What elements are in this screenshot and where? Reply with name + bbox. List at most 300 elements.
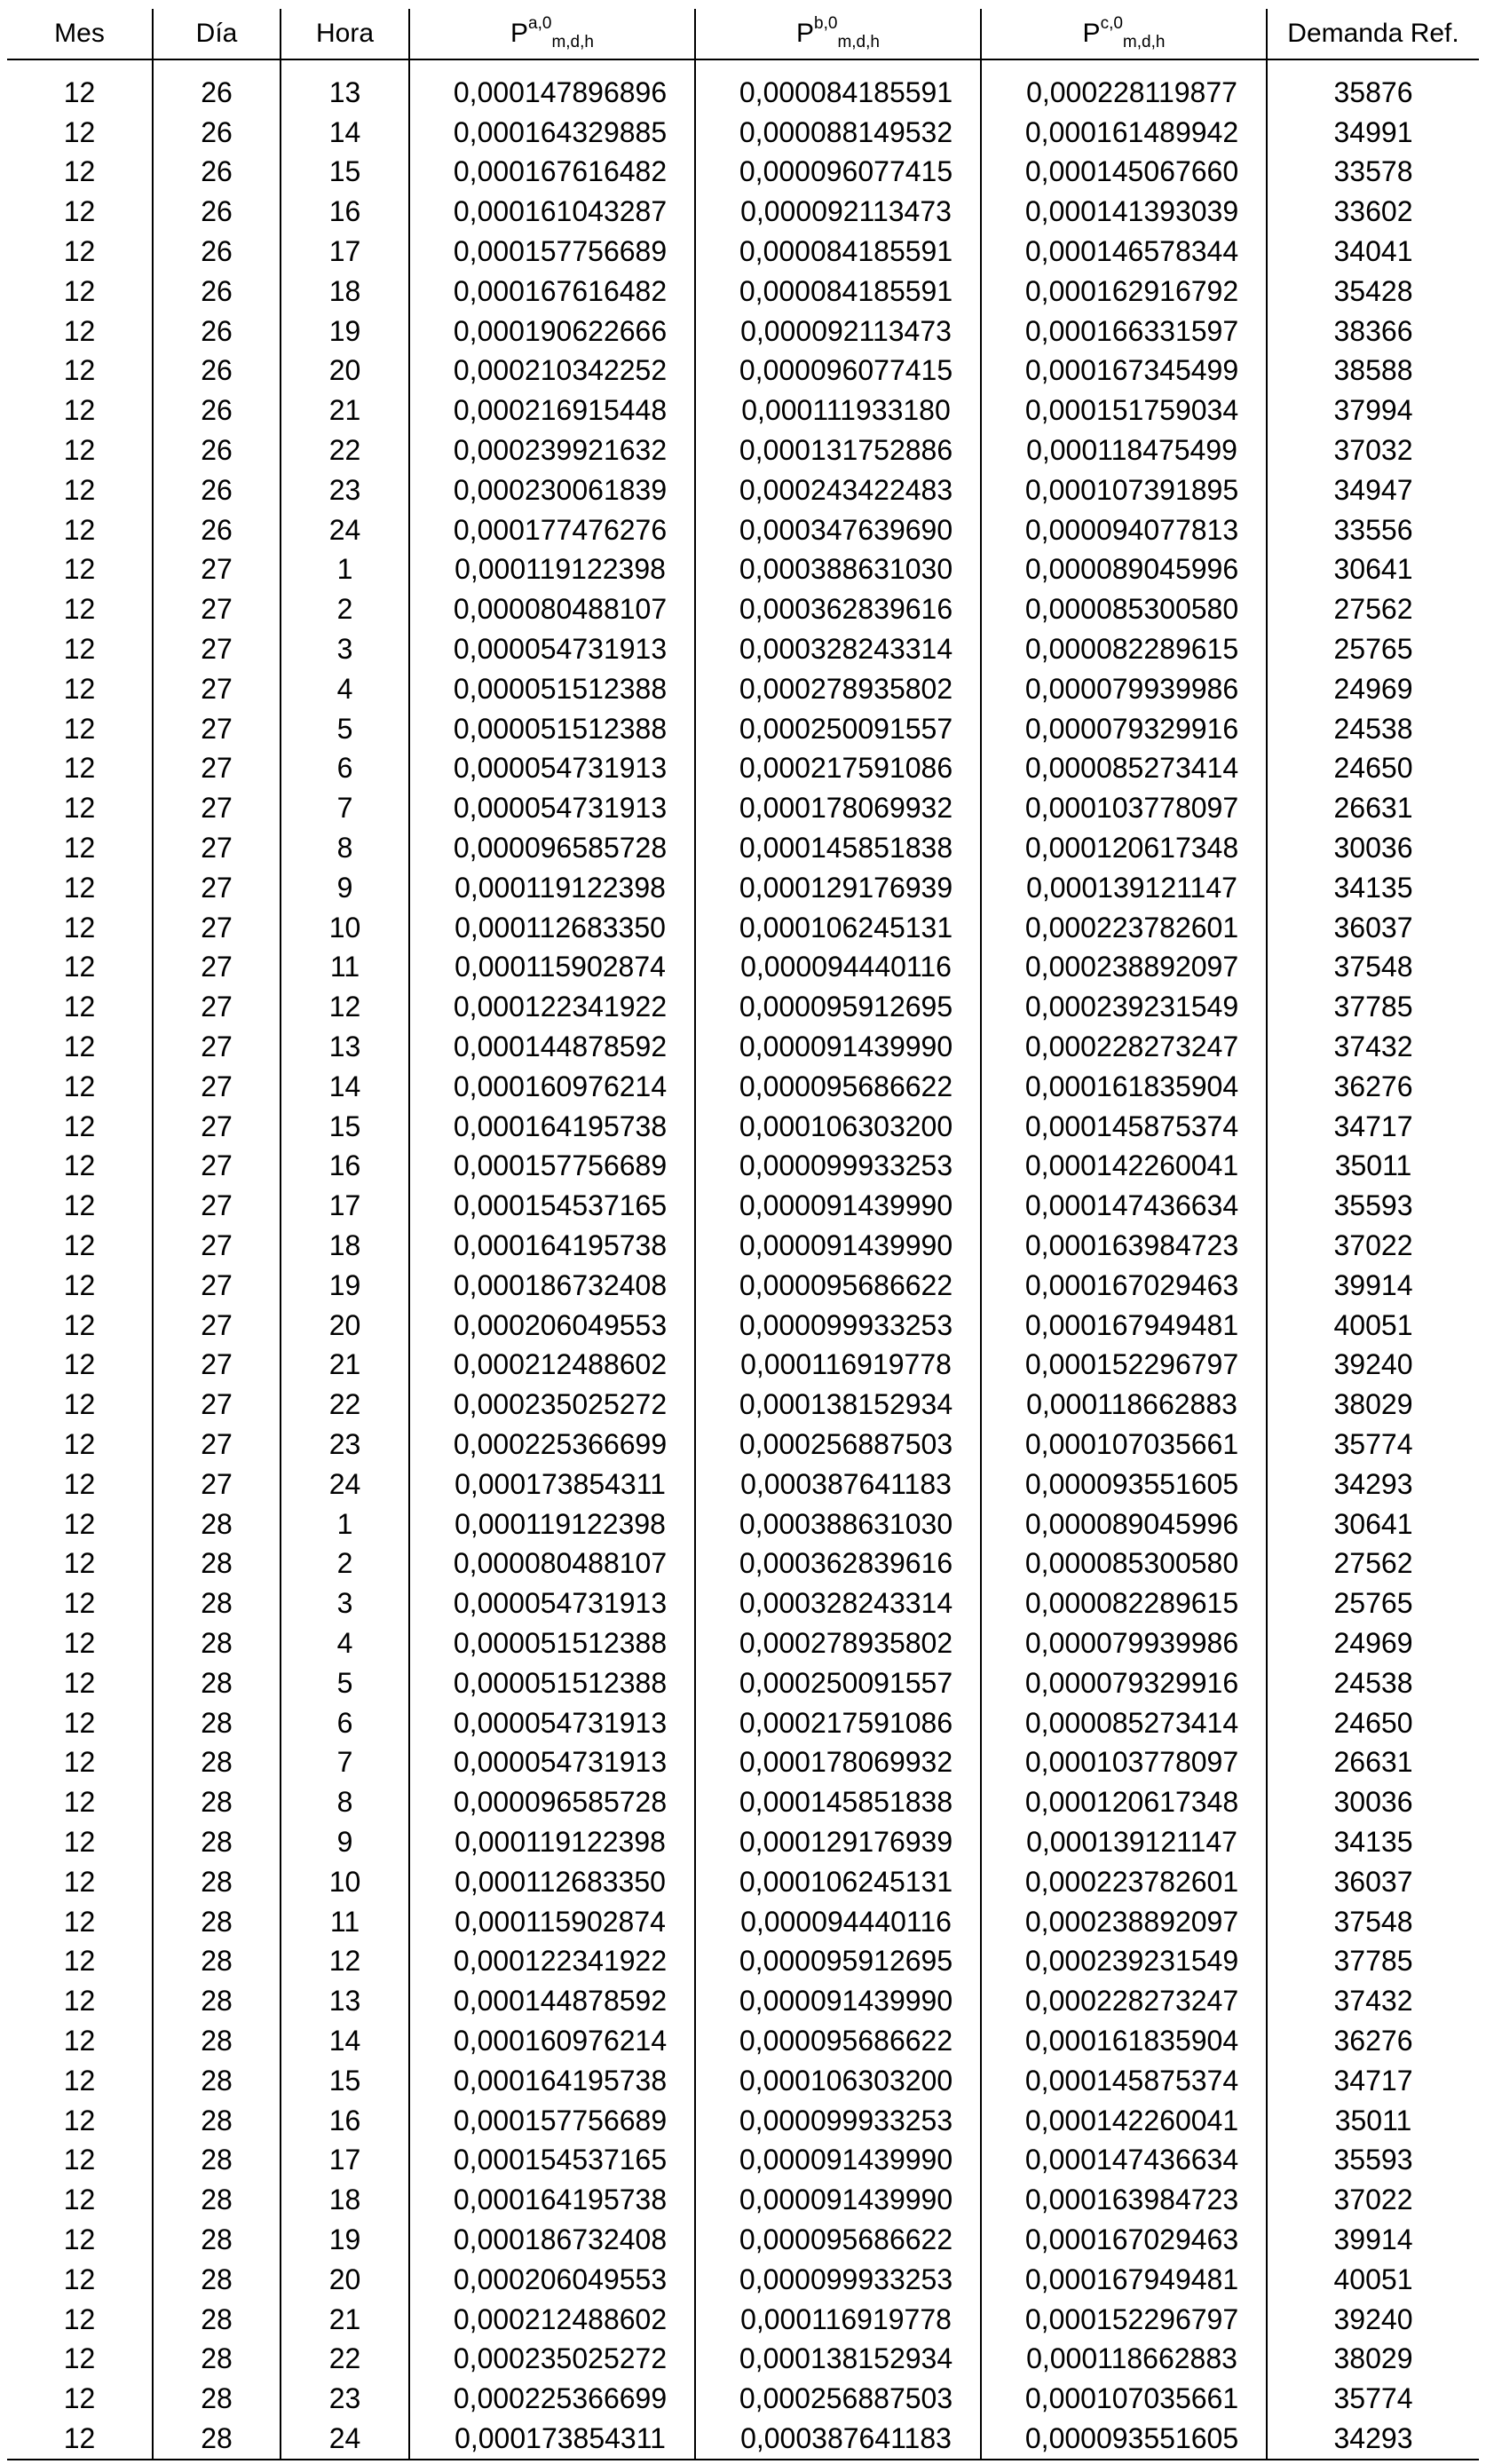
cell-pc: 0,000082289615 xyxy=(981,629,1267,669)
cell-hora: 6 xyxy=(281,1703,409,1743)
table-row xyxy=(7,749,1479,789)
cell-dia: 27 xyxy=(153,1385,281,1425)
cell-pa: 0,000144878592 xyxy=(409,1027,695,1067)
cell-pa: 0,000160976214 xyxy=(409,1067,695,1107)
table-row xyxy=(7,1782,1479,1822)
cell-dia: 28 xyxy=(153,2379,281,2419)
cell-pb: 0,000095912695 xyxy=(695,1941,981,1981)
cell-hora: 17 xyxy=(281,232,409,272)
cell-pb: 0,000099933253 xyxy=(695,1306,981,1346)
cell-demanda: 30036 xyxy=(1267,1782,1479,1822)
cell-demanda: 35876 xyxy=(1267,73,1479,113)
cell-pa: 0,000096585728 xyxy=(409,1782,695,1822)
cell-pa: 0,000167616482 xyxy=(409,153,695,193)
cell-pc: 0,000163984723 xyxy=(981,1226,1267,1266)
cell-dia: 28 xyxy=(153,2021,281,2061)
cell-pa: 0,000054731913 xyxy=(409,1742,695,1782)
cell-pc: 0,000228273247 xyxy=(981,1027,1267,1067)
cell-mes: 12 xyxy=(7,908,153,948)
cell-hora: 5 xyxy=(281,709,409,749)
cell-pb: 0,000116919778 xyxy=(695,1346,981,1386)
cell-mes: 12 xyxy=(7,1544,153,1583)
cell-pc: 0,000103778097 xyxy=(981,1742,1267,1782)
cell-dia: 28 xyxy=(153,2140,281,2180)
cell-dia: 27 xyxy=(153,1465,281,1504)
cell-pa: 0,000112683350 xyxy=(409,908,695,948)
table-row xyxy=(7,430,1479,470)
cell-pa: 0,000115902874 xyxy=(409,948,695,988)
cell-hora: 8 xyxy=(281,1782,409,1822)
cell-demanda: 24969 xyxy=(1267,1623,1479,1663)
cell-demanda: 27562 xyxy=(1267,589,1479,629)
cell-hora: 18 xyxy=(281,1226,409,1266)
cell-demanda: 34717 xyxy=(1267,1107,1479,1147)
cell-demanda: 35011 xyxy=(1267,2101,1479,2141)
cell-pb: 0,000094440116 xyxy=(695,1902,981,1942)
cell-pc: 0,000079939986 xyxy=(981,669,1267,709)
cell-demanda: 35428 xyxy=(1267,272,1479,312)
cell-pc: 0,000118475499 xyxy=(981,430,1267,470)
cell-mes: 12 xyxy=(7,550,153,590)
cell-pc: 0,000145875374 xyxy=(981,1107,1267,1147)
cell-dia: 27 xyxy=(153,987,281,1027)
table-row xyxy=(7,1306,1479,1346)
cell-pa: 0,000144878592 xyxy=(409,1981,695,2021)
cell-dia: 27 xyxy=(153,550,281,590)
cell-pc: 0,000146578344 xyxy=(981,232,1267,272)
header-pb xyxy=(695,9,981,59)
table-row xyxy=(7,629,1479,669)
cell-pb: 0,000092113473 xyxy=(695,192,981,232)
cell-hora: 2 xyxy=(281,589,409,629)
cell-pb: 0,000328243314 xyxy=(695,1583,981,1623)
cell-hora: 21 xyxy=(281,391,409,430)
cell-dia: 28 xyxy=(153,2339,281,2379)
table-row xyxy=(7,1226,1479,1266)
table-row xyxy=(7,1544,1479,1583)
cell-pa: 0,000164195738 xyxy=(409,2180,695,2220)
cell-mes: 12 xyxy=(7,868,153,908)
cell-mes: 12 xyxy=(7,430,153,470)
table-row xyxy=(7,2300,1479,2340)
cell-dia: 27 xyxy=(153,1107,281,1147)
header-pc-base: P xyxy=(1082,19,1101,48)
cell-mes: 12 xyxy=(7,1067,153,1107)
table-row xyxy=(7,1902,1479,1942)
cell-pc: 0,000103778097 xyxy=(981,788,1267,828)
cell-demanda: 24538 xyxy=(1267,1663,1479,1703)
cell-pa: 0,000157756689 xyxy=(409,1147,695,1187)
table-row xyxy=(7,470,1479,510)
cell-pb: 0,000095686622 xyxy=(695,1067,981,1107)
cell-pa: 0,000186732408 xyxy=(409,1266,695,1306)
cell-dia: 27 xyxy=(153,1266,281,1306)
cell-pa: 0,000235025272 xyxy=(409,1385,695,1425)
cell-pb: 0,000388631030 xyxy=(695,550,981,590)
table-row xyxy=(7,232,1479,272)
cell-pc: 0,000107035661 xyxy=(981,2379,1267,2419)
cell-mes: 12 xyxy=(7,1147,153,1187)
cell-hora: 20 xyxy=(281,351,409,391)
cell-pb: 0,000178069932 xyxy=(695,788,981,828)
cell-pb: 0,000095686622 xyxy=(695,2021,981,2061)
table-row xyxy=(7,2339,1479,2379)
cell-dia: 28 xyxy=(153,1504,281,1544)
cell-mes: 12 xyxy=(7,1226,153,1266)
cell-pb: 0,000250091557 xyxy=(695,709,981,749)
cell-pa: 0,000225366699 xyxy=(409,1425,695,1465)
cell-demanda: 34947 xyxy=(1267,470,1479,510)
cell-pb: 0,000084185591 xyxy=(695,73,981,113)
cell-dia: 28 xyxy=(153,1941,281,1981)
table-row xyxy=(7,2260,1479,2300)
cell-pb: 0,000106245131 xyxy=(695,1862,981,1902)
cell-pa: 0,000167616482 xyxy=(409,272,695,312)
cell-pa: 0,000119122398 xyxy=(409,1822,695,1862)
cell-mes: 12 xyxy=(7,1385,153,1425)
cell-hora: 14 xyxy=(281,2021,409,2061)
cell-hora: 22 xyxy=(281,1385,409,1425)
cell-dia: 28 xyxy=(153,1544,281,1583)
cell-demanda: 25765 xyxy=(1267,1583,1479,1623)
cell-dia: 27 xyxy=(153,788,281,828)
cell-hora: 5 xyxy=(281,1663,409,1703)
cell-pa: 0,000080488107 xyxy=(409,1544,695,1583)
cell-pb: 0,000091439990 xyxy=(695,2180,981,2220)
cell-demanda: 26631 xyxy=(1267,788,1479,828)
cell-dia: 27 xyxy=(153,1067,281,1107)
cell-hora: 7 xyxy=(281,1742,409,1782)
cell-pc: 0,000089045996 xyxy=(981,550,1267,590)
table-row xyxy=(7,1663,1479,1703)
cell-mes: 12 xyxy=(7,669,153,709)
cell-mes: 12 xyxy=(7,2419,153,2460)
cell-hora: 15 xyxy=(281,1107,409,1147)
cell-demanda: 33556 xyxy=(1267,510,1479,550)
cell-demanda: 27562 xyxy=(1267,1544,1479,1583)
cell-pb: 0,000387641183 xyxy=(695,2419,981,2460)
cell-pa: 0,000164195738 xyxy=(409,2061,695,2101)
cell-dia: 28 xyxy=(153,2260,281,2300)
cell-demanda: 40051 xyxy=(1267,1306,1479,1346)
cell-demanda: 34135 xyxy=(1267,868,1479,908)
table-row xyxy=(7,1147,1479,1187)
cell-demanda: 36037 xyxy=(1267,1862,1479,1902)
cell-mes: 12 xyxy=(7,2220,153,2260)
header-pa-base: P xyxy=(510,19,529,48)
cell-mes: 12 xyxy=(7,1306,153,1346)
table-header xyxy=(7,9,1479,59)
cell-demanda: 34135 xyxy=(1267,1822,1479,1862)
cell-demanda: 39914 xyxy=(1267,1266,1479,1306)
cell-pc: 0,000107035661 xyxy=(981,1425,1267,1465)
table-row xyxy=(7,272,1479,312)
cell-pb: 0,000106245131 xyxy=(695,908,981,948)
header-pc-sup: c,0 xyxy=(1100,14,1123,33)
table-row xyxy=(7,1425,1479,1465)
cell-dia: 26 xyxy=(153,272,281,312)
cell-pa: 0,000161043287 xyxy=(409,192,695,232)
cell-pb: 0,000178069932 xyxy=(695,1742,981,1782)
cell-pc: 0,000147436634 xyxy=(981,1186,1267,1226)
cell-pb: 0,000106303200 xyxy=(695,2061,981,2101)
cell-demanda: 37785 xyxy=(1267,987,1479,1027)
header-row xyxy=(7,9,1479,59)
cell-pa: 0,000210342252 xyxy=(409,351,695,391)
cell-demanda: 37022 xyxy=(1267,2180,1479,2220)
cell-pc: 0,000085300580 xyxy=(981,1544,1267,1583)
cell-mes: 12 xyxy=(7,272,153,312)
cell-pa: 0,000147896896 xyxy=(409,73,695,113)
cell-demanda: 30641 xyxy=(1267,550,1479,590)
table-row xyxy=(7,948,1479,988)
cell-demanda: 40051 xyxy=(1267,2260,1479,2300)
table-row xyxy=(7,312,1479,351)
cell-pa: 0,000157756689 xyxy=(409,232,695,272)
cell-pa: 0,000190622666 xyxy=(409,312,695,351)
cell-demanda: 35593 xyxy=(1267,2140,1479,2180)
table-row xyxy=(7,2101,1479,2141)
cell-pc: 0,000161489942 xyxy=(981,113,1267,153)
cell-pa: 0,000154537165 xyxy=(409,1186,695,1226)
data-table xyxy=(7,9,1479,2460)
cell-hora: 2 xyxy=(281,1544,409,1583)
cell-mes: 12 xyxy=(7,828,153,868)
spacer-row xyxy=(7,59,1479,73)
cell-dia: 27 xyxy=(153,1186,281,1226)
cell-mes: 12 xyxy=(7,589,153,629)
cell-dia: 26 xyxy=(153,470,281,510)
cell-demanda: 37785 xyxy=(1267,1941,1479,1981)
cell-pb: 0,000091439990 xyxy=(695,1027,981,1067)
cell-pb: 0,000099933253 xyxy=(695,2260,981,2300)
cell-pb: 0,000091439990 xyxy=(695,1186,981,1226)
cell-pb: 0,000099933253 xyxy=(695,1147,981,1187)
cell-pb: 0,000256887503 xyxy=(695,2379,981,2419)
cell-hora: 23 xyxy=(281,470,409,510)
cell-hora: 3 xyxy=(281,629,409,669)
cell-hora: 6 xyxy=(281,749,409,789)
cell-pc: 0,000167949481 xyxy=(981,1306,1267,1346)
cell-dia: 27 xyxy=(153,669,281,709)
cell-mes: 12 xyxy=(7,73,153,113)
cell-pc: 0,000142260041 xyxy=(981,1147,1267,1187)
cell-mes: 12 xyxy=(7,232,153,272)
cell-pb: 0,000095686622 xyxy=(695,1266,981,1306)
cell-pb: 0,000278935802 xyxy=(695,1623,981,1663)
cell-hora: 3 xyxy=(281,1583,409,1623)
cell-hora: 23 xyxy=(281,2379,409,2419)
cell-pb: 0,000096077415 xyxy=(695,351,981,391)
cell-pb: 0,000111933180 xyxy=(695,391,981,430)
header-hora: Hora xyxy=(281,9,409,59)
table-row xyxy=(7,2061,1479,2101)
cell-mes: 12 xyxy=(7,1186,153,1226)
cell-pa: 0,000054731913 xyxy=(409,629,695,669)
cell-pc: 0,000120617348 xyxy=(981,828,1267,868)
cell-mes: 12 xyxy=(7,1902,153,1942)
table-row xyxy=(7,391,1479,430)
table-row xyxy=(7,1941,1479,1981)
cell-mes: 12 xyxy=(7,1465,153,1504)
cell-mes: 12 xyxy=(7,749,153,789)
table-row xyxy=(7,788,1479,828)
cell-dia: 27 xyxy=(153,868,281,908)
cell-pc: 0,000228273247 xyxy=(981,1981,1267,2021)
cell-pa: 0,000230061839 xyxy=(409,470,695,510)
cell-pb: 0,000129176939 xyxy=(695,868,981,908)
cell-mes: 12 xyxy=(7,1663,153,1703)
cell-hora: 17 xyxy=(281,1186,409,1226)
table-row xyxy=(7,589,1479,629)
cell-dia: 28 xyxy=(153,2101,281,2141)
cell-pa: 0,000164195738 xyxy=(409,1226,695,1266)
cell-pa: 0,000122341922 xyxy=(409,987,695,1027)
table-row xyxy=(7,828,1479,868)
cell-dia: 27 xyxy=(153,1425,281,1465)
cell-dia: 28 xyxy=(153,1822,281,1862)
header-pb-base: P xyxy=(796,19,815,48)
cell-pb: 0,000387641183 xyxy=(695,1465,981,1504)
table-row xyxy=(7,153,1479,193)
cell-mes: 12 xyxy=(7,1504,153,1544)
cell-pa: 0,000164329885 xyxy=(409,113,695,153)
cell-dia: 27 xyxy=(153,1027,281,1067)
cell-mes: 12 xyxy=(7,351,153,391)
cell-pb: 0,000094440116 xyxy=(695,948,981,988)
cell-pb: 0,000095686622 xyxy=(695,2220,981,2260)
cell-hora: 12 xyxy=(281,987,409,1027)
table-row xyxy=(7,351,1479,391)
cell-hora: 10 xyxy=(281,908,409,948)
cell-pa: 0,000206049553 xyxy=(409,1306,695,1346)
cell-mes: 12 xyxy=(7,1742,153,1782)
cell-pc: 0,000152296797 xyxy=(981,1346,1267,1386)
table-row xyxy=(7,987,1479,1027)
table-row xyxy=(7,73,1479,113)
cell-pa: 0,000051512388 xyxy=(409,1663,695,1703)
cell-pb: 0,000084185591 xyxy=(695,272,981,312)
cell-pa: 0,000054731913 xyxy=(409,788,695,828)
cell-mes: 12 xyxy=(7,153,153,193)
cell-pc: 0,000141393039 xyxy=(981,192,1267,232)
cell-hora: 13 xyxy=(281,1027,409,1067)
table-row xyxy=(7,908,1479,948)
header-dia: Día xyxy=(153,9,281,59)
cell-mes: 12 xyxy=(7,113,153,153)
table-row xyxy=(7,2140,1479,2180)
cell-demanda: 30036 xyxy=(1267,828,1479,868)
cell-pc: 0,000118662883 xyxy=(981,1385,1267,1425)
cell-mes: 12 xyxy=(7,1107,153,1147)
cell-dia: 26 xyxy=(153,192,281,232)
cell-demanda: 38588 xyxy=(1267,351,1479,391)
cell-mes: 12 xyxy=(7,1346,153,1386)
cell-demanda: 39914 xyxy=(1267,2220,1479,2260)
cell-demanda: 37032 xyxy=(1267,430,1479,470)
cell-hora: 24 xyxy=(281,510,409,550)
cell-pc: 0,000166331597 xyxy=(981,312,1267,351)
cell-pb: 0,000362839616 xyxy=(695,1544,981,1583)
table-row xyxy=(7,550,1479,590)
cell-pc: 0,000228119877 xyxy=(981,73,1267,113)
cell-mes: 12 xyxy=(7,2260,153,2300)
cell-mes: 12 xyxy=(7,2300,153,2340)
cell-pa: 0,000160976214 xyxy=(409,2021,695,2061)
cell-hora: 16 xyxy=(281,2101,409,2141)
cell-pc: 0,000167029463 xyxy=(981,2220,1267,2260)
cell-hora: 20 xyxy=(281,2260,409,2300)
cell-pb: 0,000138152934 xyxy=(695,1385,981,1425)
cell-pc: 0,000167949481 xyxy=(981,2260,1267,2300)
table-row xyxy=(7,2220,1479,2260)
header-pa-sub: m,d,h xyxy=(551,33,594,51)
cell-mes: 12 xyxy=(7,1862,153,1902)
cell-pc: 0,000239231549 xyxy=(981,987,1267,1027)
header-pb-sub: m,d,h xyxy=(837,33,880,51)
table-row xyxy=(7,709,1479,749)
cell-pc: 0,000093551605 xyxy=(981,1465,1267,1504)
cell-mes: 12 xyxy=(7,2140,153,2180)
cell-pb: 0,000217591086 xyxy=(695,1703,981,1743)
cell-mes: 12 xyxy=(7,1623,153,1663)
cell-dia: 27 xyxy=(153,1226,281,1266)
cell-pa: 0,000115902874 xyxy=(409,1902,695,1942)
cell-pa: 0,000216915448 xyxy=(409,391,695,430)
cell-dia: 26 xyxy=(153,430,281,470)
cell-pb: 0,000217591086 xyxy=(695,749,981,789)
table-row xyxy=(7,1465,1479,1504)
cell-hora: 18 xyxy=(281,272,409,312)
cell-pa: 0,000096585728 xyxy=(409,828,695,868)
cell-mes: 12 xyxy=(7,1782,153,1822)
cell-dia: 28 xyxy=(153,2061,281,2101)
cell-pc: 0,000239231549 xyxy=(981,1941,1267,1981)
cell-dia: 28 xyxy=(153,1703,281,1743)
cell-pc: 0,000085273414 xyxy=(981,1703,1267,1743)
cell-demanda: 25765 xyxy=(1267,629,1479,669)
cell-hora: 11 xyxy=(281,948,409,988)
cell-pa: 0,000177476276 xyxy=(409,510,695,550)
table-row xyxy=(7,1583,1479,1623)
header-pa-sup: a,0 xyxy=(528,14,552,33)
cell-hora: 19 xyxy=(281,2220,409,2260)
cell-pb: 0,000243422483 xyxy=(695,470,981,510)
table-row xyxy=(7,1346,1479,1386)
cell-hora: 22 xyxy=(281,2339,409,2379)
cell-pb: 0,000096077415 xyxy=(695,153,981,193)
header-pb-sup: b,0 xyxy=(814,14,838,33)
cell-hora: 19 xyxy=(281,312,409,351)
cell-pa: 0,000157756689 xyxy=(409,2101,695,2141)
cell-demanda: 34293 xyxy=(1267,2419,1479,2460)
cell-pb: 0,000106303200 xyxy=(695,1107,981,1147)
cell-pb: 0,000131752886 xyxy=(695,430,981,470)
cell-pc: 0,000161835904 xyxy=(981,2021,1267,2061)
cell-pb: 0,000145851838 xyxy=(695,1782,981,1822)
cell-pc: 0,000152296797 xyxy=(981,2300,1267,2340)
cell-pa: 0,000239921632 xyxy=(409,430,695,470)
header-pc-sub: m,d,h xyxy=(1122,33,1166,51)
cell-mes: 12 xyxy=(7,192,153,232)
cell-demanda: 37548 xyxy=(1267,948,1479,988)
cell-pb: 0,000362839616 xyxy=(695,589,981,629)
cell-demanda: 30641 xyxy=(1267,1504,1479,1544)
cell-dia: 27 xyxy=(153,948,281,988)
cell-mes: 12 xyxy=(7,1703,153,1743)
cell-demanda: 34041 xyxy=(1267,232,1479,272)
cell-pa: 0,000173854311 xyxy=(409,2419,695,2460)
